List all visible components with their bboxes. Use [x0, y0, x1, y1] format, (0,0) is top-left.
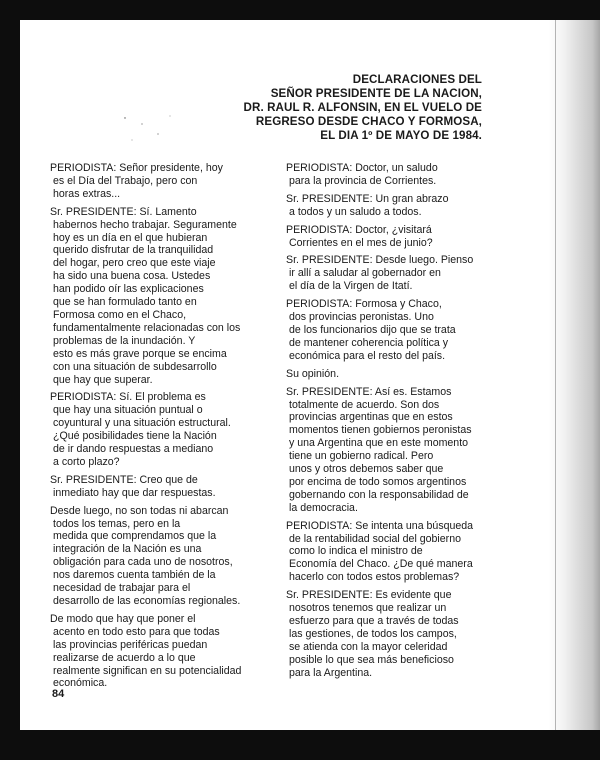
text-line: para la provincia de Corrientes. — [289, 174, 437, 187]
left-column — [50, 162, 282, 695]
text-line: horas extras... — [53, 187, 121, 200]
text-line: realizarse de acuerdo a lo que — [53, 651, 196, 664]
text-line: Su opinión. — [286, 367, 340, 380]
scan-border-bottom — [0, 730, 600, 760]
text-line: la democracia. — [289, 501, 358, 514]
text-line: ¿Qué posibilidades tiene la Nación — [53, 430, 217, 443]
title-line: DECLARACIONES DEL — [352, 73, 482, 86]
text-line: a todos y un saludo a todos. — [289, 205, 422, 218]
text-line: nosotros tenemos que realizar un — [289, 602, 447, 615]
text-line: ir allí a saludar al gobernador en — [289, 267, 441, 280]
text-line: esto es más grave porque se encima — [53, 347, 227, 360]
text-line: problemas de la inundación. Y — [53, 334, 196, 347]
text-line: obligación para cada uno de nosotros, — [53, 556, 233, 569]
text-line: PERIODISTA: Señor presidente, hoy — [50, 162, 223, 174]
text-line: de ir dando respuestas a mediano — [53, 443, 214, 456]
interview-paragraph — [50, 162, 282, 201]
text-line: PERIODISTA: Formosa y Chaco, — [286, 298, 442, 311]
text-line: han podido oír las explicaciones — [53, 283, 204, 296]
text-line: realmente significan en su potencialidad — [53, 664, 242, 677]
document-title — [142, 73, 482, 143]
interview-paragraph — [286, 162, 500, 188]
text-line: es el Día del Trabajo, pero con — [53, 174, 198, 187]
text-line: con una situación de subdesarrollo — [53, 360, 217, 373]
interview-paragraph — [50, 206, 282, 387]
text-line: Sr. PRESIDENTE: Es evidente que — [286, 589, 452, 602]
text-line: hoy es un día en el que hubieran — [53, 231, 208, 244]
title-line: SEÑOR PRESIDENTE DE LA NACION, — [270, 87, 482, 100]
text-line: de mantener coherencia política y — [289, 336, 448, 349]
text-line: dos provincias peronistas. Uno — [289, 311, 434, 324]
interview-paragraph — [50, 505, 282, 608]
text-line: Desde luego, no son todas ni abarcan — [50, 504, 229, 517]
text-line: las gestiones, de todos los campos, — [289, 627, 457, 640]
text-line: hacerlo con todos estos problemas? — [289, 571, 460, 584]
text-line: PERIODISTA: Doctor, ¿visitará — [286, 223, 432, 236]
text-line: momentos tienen gobiernos peronistas — [289, 424, 472, 437]
text-line: para la Argentina. — [289, 666, 373, 679]
text-line: necesidad de trabajar para el — [53, 582, 191, 595]
text-line: gobernando con la responsabilidad de — [289, 488, 469, 501]
text-line: ha sido una buena cosa. Ustedes — [53, 270, 211, 283]
interview-paragraph — [286, 193, 500, 219]
interview-paragraph — [50, 474, 282, 500]
text-line: medida que comprendamos que la — [53, 530, 217, 543]
text-line: Sr. PRESIDENTE: Creo que de — [50, 473, 198, 486]
text-line: de la rentabilidad social del gobierno — [289, 532, 461, 545]
text-line: por encima de todo somos argentinos — [289, 475, 467, 488]
text-line: tiene un gobierno radical. Pero — [289, 450, 434, 463]
interview-paragraph — [286, 254, 500, 293]
text-line: y una Argentina que en este momento — [289, 437, 469, 450]
text-line: que hay una situación puntual o — [53, 404, 203, 417]
text-line: Corrientes en el mes de junio? — [289, 236, 433, 249]
text-line: totalmente de acuerdo. Son dos — [289, 398, 440, 411]
scan-border-left — [0, 0, 20, 760]
text-line: Sr. PRESIDENTE: Así es. Estamos — [286, 385, 452, 398]
page-number: 84 — [52, 688, 65, 700]
text-line: todos los temas, pero en la — [53, 517, 181, 530]
text-line: integración de la Nación es una — [53, 543, 202, 556]
text-line: querido disfrutar de la tranquilidad — [53, 244, 214, 257]
text-line: PERIODISTA: Doctor, un saludo — [286, 162, 438, 174]
text-line: desarrollo de las economías regionales. — [53, 595, 241, 607]
right-column — [286, 162, 500, 685]
interview-paragraph — [286, 298, 500, 363]
interview-paragraph — [286, 589, 500, 679]
text-line: que se han formulado tanto en — [53, 296, 197, 309]
title-line: REGRESO DESDE CHACO Y FORMOSA, — [255, 115, 482, 128]
text-line: posible lo que sea más beneficioso — [289, 653, 454, 666]
text-line: económica. — [53, 677, 108, 690]
text-line: unos y otros debemos saber que — [289, 463, 444, 476]
text-line: el día de la Virgen de Itatí. — [289, 280, 413, 293]
text-line: nos daremos cuenta también de la — [53, 569, 216, 582]
text-line: inmediato hay que dar respuestas. — [53, 486, 216, 499]
text-line: Sr. PRESIDENTE: Sí. Lamento — [50, 205, 197, 218]
text-line: Sr. PRESIDENTE: Desde luego. Pienso — [286, 254, 474, 267]
text-line: fundamentalmente relacionadas con los — [53, 321, 241, 334]
text-line: se atienda con la mayor celeridad — [289, 640, 448, 653]
text-line: del hogar, pero creo que este viaje — [53, 257, 216, 270]
title-line: EL DIA 1º DE MAYO DE 1984. — [320, 129, 482, 142]
interview-paragraph — [286, 386, 500, 515]
interview-paragraph — [286, 368, 500, 381]
text-line: Sr. PRESIDENTE: Un gran abrazo — [286, 192, 449, 205]
text-line: a corto plazo? — [53, 455, 120, 468]
title-line: DR. RAUL R. ALFONSIN, EN EL VUELO DE — [243, 101, 482, 114]
text-line: las provincias periféricas puedan — [53, 638, 208, 651]
text-line: PERIODISTA: Sí. El problema es — [50, 391, 206, 404]
text-line: como lo indica el ministro de — [289, 545, 423, 558]
text-line: que hay que superar. — [53, 373, 153, 386]
text-line: de los funcionarios dijo que se trata — [289, 323, 456, 336]
text-line: acento en todo esto para que todas — [53, 625, 220, 638]
text-line: Formosa como en el Chaco, — [53, 308, 187, 321]
text-line: Economía del Chaco. ¿De qué manera — [289, 558, 473, 571]
interview-paragraph — [286, 520, 500, 585]
text-line: PERIODISTA: Se intenta una búsqueda — [286, 519, 474, 532]
interview-paragraph — [50, 391, 282, 468]
text-line: esfuerzo para que a través de todas — [289, 615, 459, 627]
text-line: habernos hecho trabajar. Seguramente — [53, 218, 237, 231]
interview-paragraph — [50, 613, 282, 690]
text-line: De modo que hay que poner el — [50, 612, 196, 625]
page-edge-line — [555, 20, 556, 730]
interview-paragraph — [286, 224, 500, 250]
text-line: provincias argentinas que en estos — [289, 411, 453, 424]
text-line: económica para el resto del país. — [289, 349, 446, 362]
text-line: coyuntural y una situación estructural. — [53, 417, 231, 430]
scan-border-top — [0, 0, 600, 20]
